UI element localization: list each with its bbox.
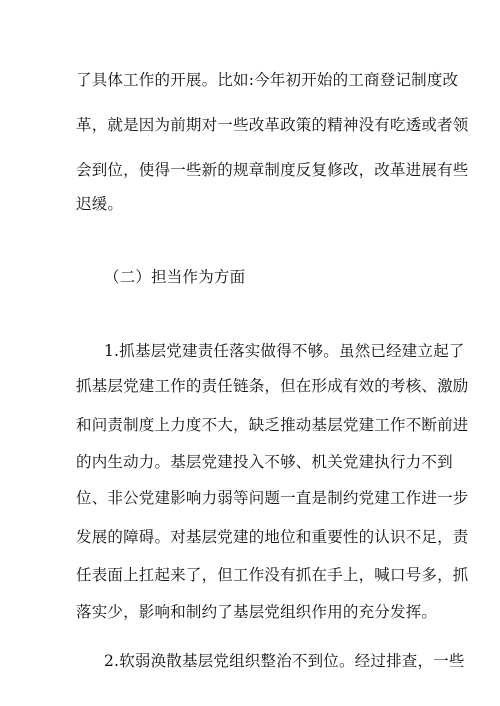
paragraph-line-13: 落实少，影响和制约了基层党组织作用的充分发挥。 — [76, 603, 438, 621]
paragraph-line-9: 的内生动力。基层党建投入不够、机关党建执行力不到 — [76, 453, 453, 471]
paragraph-line-6: 1.抓基层党建责任落实做得不够。虽然已经建立起了 — [104, 342, 465, 360]
paragraph-line-1: 了具体工作的开展。比如:今年初开始的工商登记制度改 — [76, 71, 459, 89]
paragraph-line-12: 任表面上扛起来了，但工作没有抓在手上，喊口号多，抓 — [76, 566, 469, 584]
paragraph-line-10: 位、非公党建影响力弱等问题一直是制约党建工作进一步 — [76, 489, 469, 507]
paragraph-line-8: 和问责制度上力度不大，缺乏推动基层党建工作不断前进 — [76, 416, 469, 434]
paragraph-line-14: 2.软弱涣散基层党组织整治不到位。经过排查，一些 — [104, 652, 465, 670]
paragraph-line-4: 迟缓。 — [76, 195, 124, 213]
paragraph-line-11: 发展的障碍。对基层党建的地位和重要性的认识不足，责 — [76, 528, 469, 546]
section-heading: （二）担当作为方面 — [104, 268, 246, 286]
paragraph-line-2: 革，就是因为前期对一些改革政策的精神没有吃透或者领 — [76, 116, 469, 134]
paragraph-line-7: 抓基层党建工作的责任链条，但在形成有效的考核、激励 — [76, 377, 469, 395]
paragraph-line-3: 会到位，使得一些新的规章制度反复修改，改革进展有些 — [76, 161, 469, 179]
